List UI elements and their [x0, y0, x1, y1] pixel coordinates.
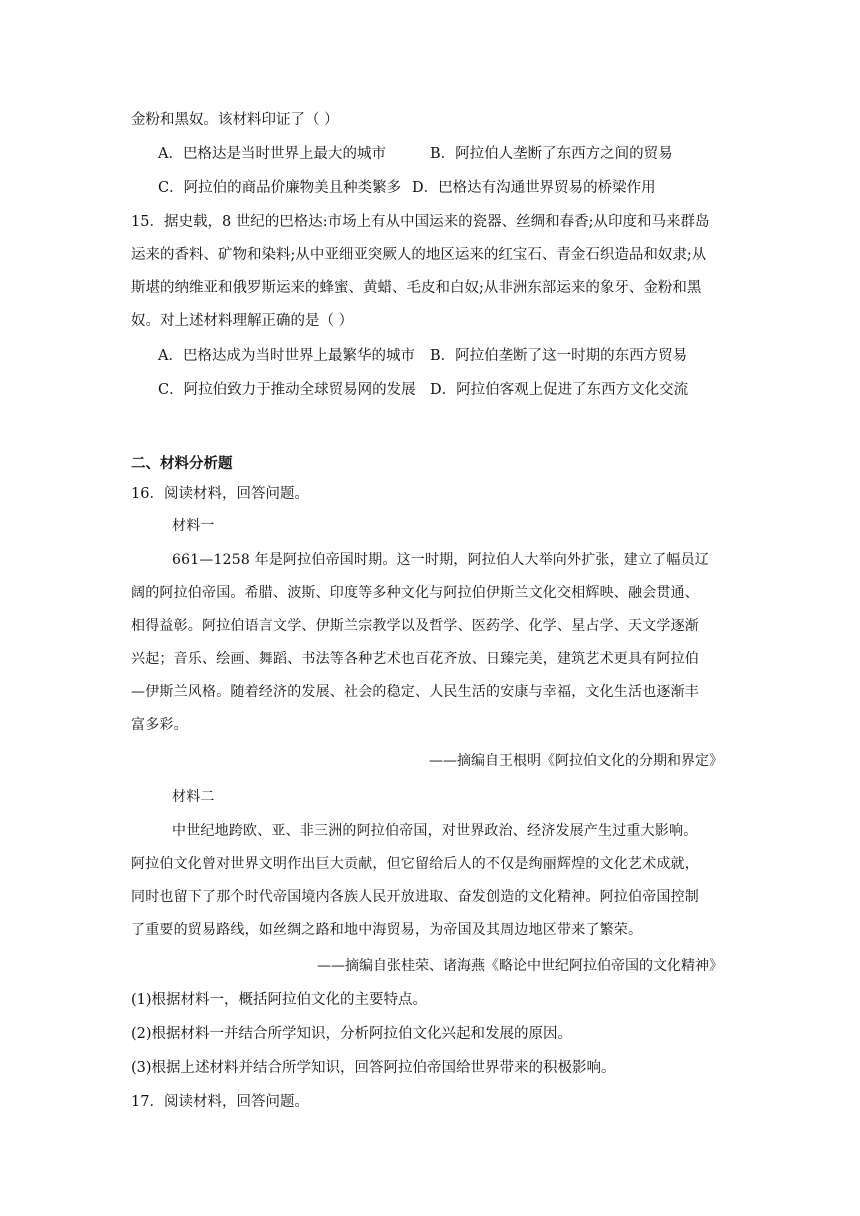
q16-subquestion-1: (1)根据材料一，概括阿拉伯文化的主要特点。 [131, 992, 428, 1008]
q14-option-b: B．阿拉伯人垄断了东西方之间的贸易 [430, 146, 673, 162]
q15-stem-line: 运来的香料、矿物和染料;从中亚细亚突厥人的地区运来的红宝石、青金石织造品和奴隶;从 [131, 247, 707, 263]
material2-line: 了重要的贸易路线，如丝绸之路和地中海贸易，为帝国及其周边地区带来了繁荣。 [131, 922, 643, 938]
material1-line: 661—1258 年是阿拉伯帝国时期。这一时期，阿拉伯人大举向外扩张，建立了幅员辽 [172, 552, 709, 568]
q16-subquestion-2: (2)根据材料一并结合所学知识，分析阿拉伯文化兴起和发展的原因。 [131, 1026, 573, 1042]
material2-title: 材料二 [172, 789, 215, 805]
material2-line: 阿拉伯文化曾对世界文明作出巨大贡献，但它留给后人的不仅是绚丽辉煌的文化艺术成就， [131, 856, 699, 872]
q16-subquestion-3: (3)根据上述材料并结合所学知识，回答阿拉伯帝国给世界带来的积极影响。 [131, 1060, 616, 1076]
material1-line: 相得益彰。阿拉伯语言文学、伊斯兰宗教学以及哲学、医药学、化学、星占学、天文学逐渐 [131, 618, 699, 634]
material2-line: 中世纪地跨欧、亚、非三洲的阿拉伯帝国，对世界政治、经济发展产生过重大影响。 [172, 823, 698, 839]
q16-stem: 16．阅读材料，回答问题。 [131, 486, 309, 502]
q15-option-b: B．阿拉伯垄断了这一时期的东西方贸易 [430, 348, 688, 364]
q15-stem-line: 斯堪的纳维亚和俄罗斯运来的蜂蜜、黄蜡、毛皮和白奴;从非洲东部运来的象牙、金粉和黑 [131, 280, 702, 296]
section-heading: 二、材料分析题 [131, 455, 233, 472]
material1-source: ——摘编自王根明《阿拉伯文化的分期和界定》 [429, 753, 723, 769]
q14-option-c: C．阿拉伯的商品价廉物美且种类繁多 [158, 180, 402, 196]
q15-option-c: C．阿拉伯致力于推动全球贸易网的发展 [158, 382, 416, 398]
material1-line: 兴起；音乐、绘画、舞蹈、书法等各种艺术也百花齐放、日臻完美，建筑艺术更具有阿拉伯 [131, 651, 699, 667]
material1-title: 材料一 [172, 518, 215, 534]
q15-option-d: D．阿拉伯客观上促进了东西方文化交流 [430, 382, 689, 398]
material2-source: ——摘编自张桂荣、诸海燕《略论中世纪阿拉伯帝国的文化精神》 [317, 958, 723, 974]
q17-stem: 17．阅读材料，回答问题。 [131, 1094, 309, 1110]
material1-line: 富多彩。 [131, 717, 188, 733]
material2-line: 同时也留下了那个时代帝国境内各族人民开放进取、奋发创造的文化精神。阿拉伯帝国控制 [131, 889, 699, 905]
q15-option-a: A．巴格达成为当时世界上最繁华的城市 [158, 348, 415, 364]
material1-line: —伊斯兰风格。随着经济的发展、社会的稳定、人民生活的安康与幸福，文化生活也逐渐丰 [131, 684, 699, 700]
q15-stem-line: 15．据史载，8 世纪的巴格达:市场上有从中国运来的瓷器、丝绸和春香;从印度和马来群岛 [131, 214, 710, 230]
q14-option-d: D．巴格达有沟通世界贸易的桥梁作用 [412, 180, 656, 196]
q14-stem-tail: 金粉和黑奴。该材料印证了（ ） [131, 112, 339, 128]
q15-stem-line: 奴。对上述材料理解正确的是（ ） [131, 313, 354, 329]
material1-line: 阔的阿拉伯帝国。希腊、波斯、印度等多种文化与阿拉伯伊斯兰文化交相辉映、融会贯通、 [131, 585, 699, 601]
q14-option-a: A．巴格达是当时世界上最大的城市 [158, 146, 386, 162]
